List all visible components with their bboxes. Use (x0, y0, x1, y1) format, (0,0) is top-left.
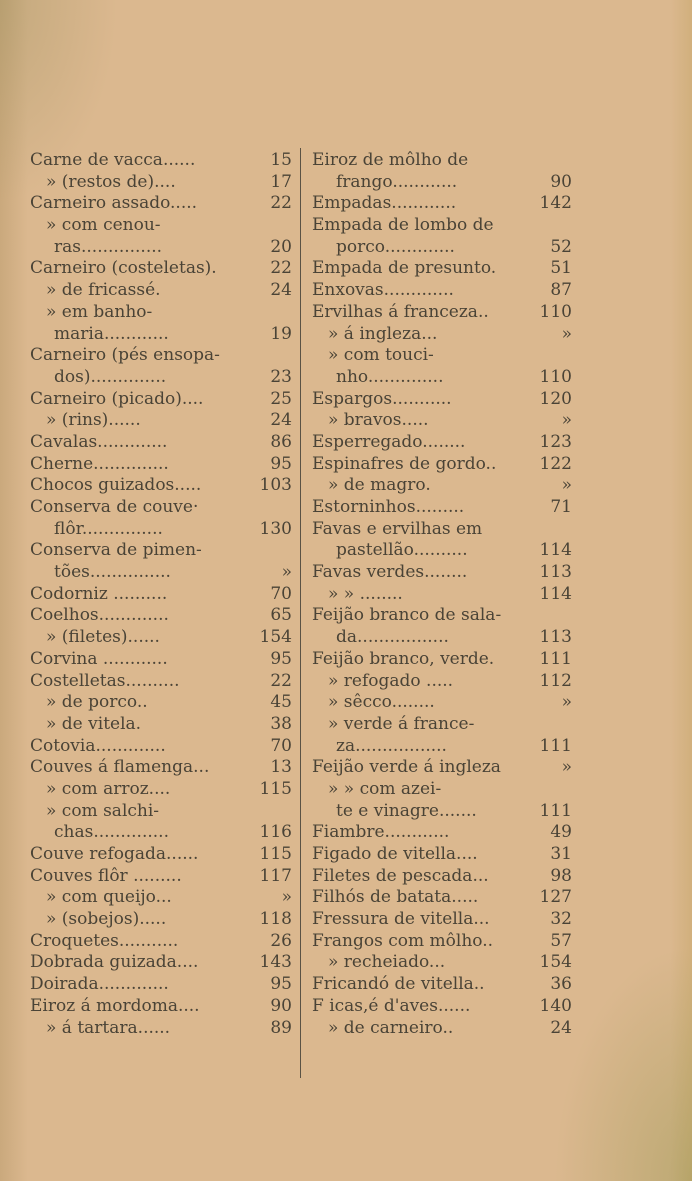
index-entry (30, 692, 292, 714)
index-entry-title: Carneiro assado..... (30, 193, 198, 214)
index-entry (312, 584, 572, 606)
index-entry-title: Figado de vitella.... (312, 844, 478, 864)
index-entry-title: Filetes de pescada... (312, 865, 489, 886)
index-entry-title: » á ingleza... (328, 323, 438, 344)
index-entry-title: Carneiro (picado).... (30, 388, 204, 409)
index-entry (30, 779, 292, 801)
index-entry (30, 649, 292, 671)
index-entry-title: » de fricassé. (46, 280, 161, 301)
index-entry (312, 519, 572, 541)
index-entry-title: Chocos guizados..... (30, 475, 202, 496)
index-entry-title: maria............ (54, 323, 169, 344)
index-entry (312, 540, 572, 562)
index-entry-title: Feijão verde á ingleza (312, 757, 501, 778)
index-entry (312, 887, 572, 909)
index-entry (312, 931, 572, 953)
index-entry (312, 475, 572, 497)
index-entry-title: » de vitela. (46, 713, 142, 734)
index-entry (30, 909, 292, 931)
index-entry-title: » de carneiro.. (328, 1017, 454, 1038)
index-entry-page-number: 86 (270, 431, 292, 452)
index-entry (312, 692, 572, 714)
index-entry (312, 844, 572, 866)
index-entry-title: » de magro. (328, 475, 431, 496)
index-entry-page-number: 13 (270, 757, 292, 778)
index-entry (30, 389, 292, 411)
index-entry-page-number: 111 (539, 735, 572, 756)
index-entry-page-number: 123 (539, 431, 572, 452)
index-entry (312, 172, 572, 194)
index-entry (30, 801, 292, 823)
index-entry (312, 237, 572, 259)
index-entry-title: » (sobejos)..... (46, 909, 167, 930)
index-entry (30, 562, 292, 584)
index-entry-page-number: 114 (539, 583, 572, 604)
index-entry-page-number: 36 (550, 974, 572, 995)
index-entry (312, 562, 572, 584)
index-entry-page-number: 140 (539, 995, 572, 1016)
index-entry-title: Favas e ervilhas em (312, 518, 483, 539)
index-column-left (30, 150, 292, 1039)
index-entry (30, 931, 292, 953)
index-entry-title: Empada de presunto. (312, 258, 497, 279)
index-entry-title: chas.............. (54, 822, 169, 843)
index-entry (30, 324, 292, 346)
index-entry-title: » com cenou- (46, 215, 161, 236)
index-entry-title: » á tartara...... (46, 1017, 171, 1038)
index-entry-title: Carneiro (pés ensopa- (30, 345, 220, 366)
index-entry-title: Couve refogada...... (30, 844, 199, 864)
index-entry-title: F icas,é d'aves...... (312, 995, 471, 1016)
index-entry (312, 757, 572, 779)
index-entry-title: Enxovas............. (312, 280, 454, 301)
index-entry-title: Fricandó de vitella.. (312, 974, 485, 995)
index-entry-title: dos).............. (54, 366, 167, 387)
index-entry-title: Croquetes........... (30, 930, 179, 951)
index-entry (312, 280, 572, 302)
index-entry-page-number: 142 (539, 193, 572, 214)
index-entry-title: » verde á france- (328, 713, 475, 734)
index-entry-page-number: 24 (270, 410, 292, 431)
index-entry-title: Corvina ............ (30, 648, 168, 669)
index-entry-title: Esperregado........ (312, 431, 466, 452)
index-entry-title: » bravos..... (328, 410, 429, 431)
index-entry-page-number: 32 (550, 909, 572, 930)
index-entry (312, 649, 572, 671)
index-entry-page-number: 117 (259, 865, 292, 886)
index-entry-title: Cavalas............. (30, 431, 168, 452)
index-entry-title: Feijão branco de sala- (312, 605, 502, 626)
index-entry (30, 215, 292, 237)
index-entry-page-number: 111 (539, 648, 572, 669)
index-entry-title: Estorninhos......... (312, 497, 465, 517)
index-entry (30, 952, 292, 974)
index-entry-title: Fiambre............ (312, 822, 450, 843)
index-entry (312, 193, 572, 215)
index-entry-title: Conserva de couve· (30, 497, 199, 517)
index-entry-title: Codorniz .......... (30, 583, 168, 604)
index-entry-page-number: 15 (270, 150, 292, 170)
index-entry (30, 367, 292, 389)
index-entry-title: da................. (336, 627, 449, 648)
index-entry-page-number: 103 (259, 475, 292, 496)
index-entry-title: flôr............... (54, 518, 163, 539)
index-entry (30, 671, 292, 693)
index-entry-page-number: 57 (550, 930, 572, 951)
index-entry (312, 1018, 572, 1040)
index-entry (312, 801, 572, 823)
index-entry-page-number: 95 (270, 453, 292, 474)
index-entry (312, 605, 572, 627)
index-entry-title: Dobrada guizada.... (30, 952, 199, 973)
index-entry-title: Empadas............ (312, 193, 457, 214)
index-entry (30, 996, 292, 1018)
index-entry (30, 193, 292, 215)
index-entry (312, 410, 572, 432)
index-entry-page-number: 19 (270, 323, 292, 344)
index-entry-page-number: 24 (270, 280, 292, 301)
index-entry (312, 454, 572, 476)
index-entry (312, 215, 572, 237)
index-entry-title: Costelletas.......... (30, 670, 180, 691)
index-entry (312, 952, 572, 974)
index-entry-page-number: 52 (550, 236, 572, 257)
index-entry-title: » (filetes)...... (46, 627, 160, 648)
index-entry (312, 432, 572, 454)
index-entry-page-number: 70 (270, 583, 292, 604)
index-entry (30, 475, 292, 497)
index-entry (312, 866, 572, 888)
index-entry (312, 150, 572, 172)
index-entry-page-number: 118 (259, 909, 292, 930)
column-divider (300, 148, 301, 1078)
index-entry-page-number: » (561, 757, 572, 778)
index-entry-title: Ervilhas á franceza.. (312, 301, 489, 322)
index-entry-page-number: 31 (550, 844, 572, 864)
index-entry-page-number: 120 (539, 388, 572, 409)
index-entry-title: Fressura de vitella... (312, 909, 490, 930)
index-entry-title: Favas verdes........ (312, 562, 468, 583)
index-entry (30, 757, 292, 779)
index-entry-page-number: » (561, 475, 572, 496)
index-entry (312, 974, 572, 996)
index-entry-page-number: 17 (270, 171, 292, 192)
index-entry-title: Filhós de batata..... (312, 887, 479, 908)
index-entry-page-number: 95 (270, 974, 292, 995)
index-entry (312, 497, 572, 519)
index-entry (30, 497, 292, 519)
index-entry-title: » com queijo... (46, 887, 172, 908)
index-entry-page-number: 24 (550, 1017, 572, 1038)
index-entry-page-number: 22 (270, 193, 292, 214)
index-entry (30, 280, 292, 302)
index-entry-page-number: 110 (539, 301, 572, 322)
index-entry-page-number: 25 (270, 388, 292, 409)
index-entry (30, 258, 292, 280)
index-entry-title: Empada de lombo de (312, 215, 494, 236)
index-entry-page-number: 98 (550, 865, 572, 886)
index-entry-title: Cotovia............. (30, 735, 166, 756)
index-entry-page-number: 65 (270, 605, 292, 626)
index-entry (312, 736, 572, 758)
index-entry-page-number: 113 (539, 627, 572, 648)
index-entry (30, 345, 292, 367)
index-entry-title: za................. (336, 735, 447, 756)
index-entry (312, 302, 572, 324)
index-entry-page-number: 51 (550, 258, 572, 279)
index-entry-page-number: 22 (270, 670, 292, 691)
index-entry-page-number: 26 (270, 930, 292, 951)
index-entry (30, 454, 292, 476)
index-entry-page-number: 95 (270, 648, 292, 669)
index-entry-title: » » ........ (328, 583, 403, 604)
index-entry-page-number: 113 (539, 562, 572, 583)
index-entry-title: porco............. (336, 236, 455, 257)
index-entry (30, 302, 292, 324)
index-entry-title: nho.............. (336, 366, 444, 387)
index-entry (30, 627, 292, 649)
index-entry (30, 540, 292, 562)
index-entry (30, 844, 292, 866)
index-entry-title: Conserva de pimen- (30, 540, 202, 561)
index-entry-title: frango............ (336, 171, 458, 192)
index-entry-page-number: 114 (539, 540, 572, 561)
index-entry-title: Eiroz á mordoma.... (30, 995, 200, 1016)
index-entry (312, 258, 572, 280)
index-entry-page-number: 89 (270, 1017, 292, 1038)
index-entry-page-number: 110 (539, 366, 572, 387)
index-entry-page-number: » (561, 323, 572, 344)
index-entry-page-number: 143 (259, 952, 292, 973)
index-entry (312, 367, 572, 389)
index-entry-title: » com arroz.... (46, 778, 171, 799)
index-entry (30, 410, 292, 432)
index-entry (312, 389, 572, 411)
index-entry-title: Espargos........... (312, 388, 452, 409)
index-entry-title: » refogado ..... (328, 670, 454, 691)
index-entry-title: Frangos com môlho.. (312, 930, 494, 951)
index-entry-title: te e vinagre....... (336, 800, 477, 821)
index-entry (30, 605, 292, 627)
index-entry-title: pastellão.......... (336, 540, 468, 561)
index-entry-page-number: 70 (270, 735, 292, 756)
index-entry-title: Carneiro (costeletas). (30, 258, 217, 279)
index-entry-title: » em banho- (46, 301, 153, 322)
index-entry (312, 714, 572, 736)
index-entry (30, 432, 292, 454)
index-entry (30, 584, 292, 606)
index-entry-page-number: 154 (539, 952, 572, 973)
index-entry (30, 714, 292, 736)
index-entry-page-number: 130 (259, 518, 292, 539)
index-entry-title: Couves á flamenga... (30, 757, 210, 778)
index-entry-page-number: 23 (270, 366, 292, 387)
index-entry-page-number: 90 (270, 995, 292, 1016)
index-entry-page-number: 154 (259, 627, 292, 648)
index-entry (312, 671, 572, 693)
index-entry-title: Espinafres de gordo.. (312, 453, 497, 474)
index-column-right (312, 150, 572, 1039)
index-entry-title: tões............... (54, 562, 171, 583)
index-entry (30, 172, 292, 194)
index-entry-page-number: 116 (259, 822, 292, 843)
index-entry-page-number: 122 (539, 453, 572, 474)
index-entry (30, 974, 292, 996)
index-entry-title: Couves flôr ......... (30, 865, 182, 886)
index-entry-page-number: 87 (550, 280, 572, 301)
index-entry-page-number: 20 (270, 236, 292, 257)
index-entry-title: Feijão branco, verde. (312, 648, 495, 669)
index-entry (30, 822, 292, 844)
index-entry (30, 1018, 292, 1040)
index-entry-title: » (rins)...... (46, 410, 141, 431)
index-entry-page-number: 111 (539, 800, 572, 821)
index-entry (30, 736, 292, 758)
index-entry-title: Coelhos............. (30, 605, 169, 626)
index-entry-page-number: 49 (550, 822, 572, 843)
index-entry (30, 519, 292, 541)
index-entry (30, 150, 292, 172)
index-entry-page-number: » (281, 562, 292, 583)
index-entry-title: » (restos de).... (46, 171, 176, 192)
index-entry-title: Eiroz de môlho de (312, 150, 469, 170)
index-entry-page-number: 71 (550, 497, 572, 517)
index-entry (30, 237, 292, 259)
index-entry (30, 887, 292, 909)
index-entry-page-number: » (281, 887, 292, 908)
index-entry (312, 779, 572, 801)
index-entry-title: » recheiado... (328, 952, 446, 973)
index-entry-page-number: 22 (270, 258, 292, 279)
index-entry-title: » com touci- (328, 345, 434, 366)
index-entry-title: » sêcco........ (328, 692, 435, 713)
index-entry (312, 909, 572, 931)
index-entry-page-number: 112 (539, 670, 572, 691)
index-entry-page-number: 90 (550, 171, 572, 192)
index-entry (312, 996, 572, 1018)
index-entry-title: » » com azei- (328, 778, 442, 799)
index-entry-title: » de porco.. (46, 692, 148, 713)
index-entry-page-number: 115 (259, 778, 292, 799)
index-entry-page-number: » (561, 410, 572, 431)
index-entry (312, 822, 572, 844)
index-entry-page-number: » (561, 692, 572, 713)
index-entry (30, 866, 292, 888)
index-entry-title: » com salchi- (46, 800, 160, 821)
index-entry-title: ras............... (54, 236, 163, 257)
index-entry (312, 345, 572, 367)
index-entry-title: Cherne.............. (30, 453, 169, 474)
index-entry (312, 627, 572, 649)
index-entry-page-number: 38 (270, 713, 292, 734)
index-entry-title: Doirada............. (30, 974, 169, 995)
index-entry-page-number: 127 (539, 887, 572, 908)
index-entry-page-number: 45 (270, 692, 292, 713)
index-entry (312, 324, 572, 346)
index-entry-page-number: 115 (259, 844, 292, 864)
index-entry-title: Carne de vacca...... (30, 150, 196, 170)
